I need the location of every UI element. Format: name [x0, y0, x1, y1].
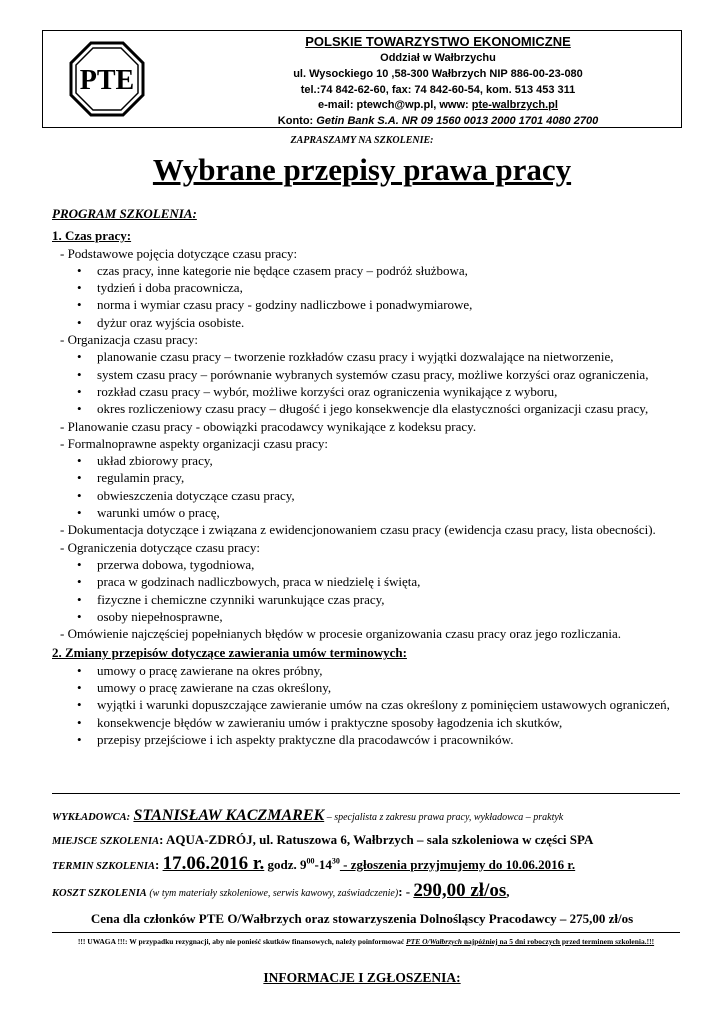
phones: tel.:74 842-62-60, fax: 74 842-60-54, kom. 513 453 311	[300, 83, 576, 96]
date-line	[52, 853, 692, 875]
cost-note: (w tym materiały szkoleniowe, serwis kawowy, zaświadczenie)	[146, 888, 399, 899]
date-colon: :	[154, 857, 163, 872]
section-1-body	[52, 245, 680, 643]
list-item: • warunki umów o pracę,	[52, 504, 680, 521]
list-item: • wyjątki i warunki dopuszczające zawieranie umów na czas określony z pominięciem ustawowych ograniczeń,	[52, 696, 680, 713]
date-label: TERMIN SZKOLENIA	[52, 861, 155, 872]
letterhead-text	[193, 33, 683, 130]
list-item: • czas pracy, inne kategorie nie będące czasem pracy – podróż służbowa,	[52, 262, 680, 279]
cancellation-warning	[52, 936, 680, 947]
invite-text: ZAPRASZAMY NA SZKOLENIE:	[290, 135, 434, 146]
lecturer-line	[52, 807, 692, 825]
divider	[52, 793, 680, 794]
info-heading: INFORMACJE I ZGŁOSZENIA:	[263, 970, 461, 985]
bullet-list	[52, 262, 680, 331]
list-item: • planowanie czasu pracy – tworzenie rozkładów czasu pracy i wyjątki dozwalające na nietworzenie,	[52, 348, 680, 365]
list-item: • układ zbiorowy pracy,	[52, 452, 680, 469]
account-label: Konto:	[277, 115, 314, 128]
logo-text: PTE	[79, 65, 135, 96]
hours-mid: -14	[314, 857, 332, 872]
list-item: • osoby niepełnosprawne,	[52, 608, 680, 625]
list-item: • tydzień i doba pracownicza,	[52, 279, 680, 296]
page-title: Wybrane przepisy prawa pracy	[152, 152, 572, 187]
list-item: • przerwa dobowa, tygodniowa,	[52, 556, 680, 573]
address: ul. Wysockiego 10 ,58-300 Wałbrzych NIP 886-00-23-080	[293, 67, 583, 80]
cost-sep: : -	[398, 884, 414, 899]
hours: godz. 9	[264, 857, 307, 872]
section-2-heading: 2. Zmiany przepisów dotyczące zawierania umów terminowych:	[52, 645, 407, 661]
lecturer-label: WYKŁADOWCA:	[52, 812, 131, 823]
price: 290,00 zł/os	[413, 880, 507, 901]
cost-line	[52, 880, 692, 902]
list-item: • dyżur oraz wyjścia osobiste.	[52, 314, 680, 331]
group-title: - Formalnoprawne aspekty organizacji czasu pracy:	[60, 435, 328, 451]
bullet-list	[52, 452, 680, 521]
list-item: • okres rozliczeniowy czasu pracy – długość i jego konsekwencje dla elastyczności organizacji czasu pracy,	[52, 400, 680, 417]
member-price: Cena dla członków PTE O/Wałbrzych oraz stowarzyszenia Dolnośląscy Pracodawcy – 275,00 zł/os	[90, 911, 634, 926]
group-title: - Dokumentacja dotyczące i związana z ewidencjonowaniem czasu pracy (ewidencja czasu pracy, lista obecności).	[60, 522, 656, 538]
list-item: • umowy o pracę zawierane na czas określony,	[52, 679, 680, 696]
list-item: • umowy o pracę zawierane na okres próbny,	[52, 662, 680, 679]
list-item: • regulamin pracy,	[52, 469, 680, 486]
group-title: - Omówienie najczęściej popełnianych błędów w procesie organizowania czasu pracy oraz jego rozliczania.	[60, 626, 622, 642]
list-item: • norma i wymiar czasu pracy - godziny nadliczbowe i ponadwymiarowe,	[52, 296, 680, 313]
venue-value: : AQUA-ZDRÓJ, ul. Ratuszowa 6, Wałbrzych – sala szkoleniowa w części SPA	[159, 832, 594, 847]
warning-suffix: najpóźniej na 5 dni roboczych przed terminem szkolenia.!!!	[461, 937, 655, 946]
list-item: • rozkład czasu pracy – wybór, możliwe korzyści oraz ograniczenia wynikające z wyboru,	[52, 383, 680, 400]
group-title: - Ograniczenia dotyczące czasu pracy:	[60, 539, 260, 555]
program	[52, 205, 680, 748]
contact-line	[193, 98, 683, 114]
list-item: • fizyczne i chemiczne czynniki warunkujące czas pracy,	[52, 591, 680, 608]
warning-prefix: !!! UWAGA !!!: W przypadku rezygnacji, aby nie ponieść skutków finansowych, należy poinformować	[77, 937, 407, 946]
group-title: - Podstawowe pojęcia dotyczące czasu pracy:	[60, 245, 298, 261]
cost-comma: ,	[506, 884, 510, 899]
group-title: - Planowanie czasu pracy - obowiązki pracodawcy wynikające z kodeksu pracy.	[60, 418, 477, 434]
registration-deadline: - zgłoszenia przyjmujemy do 10.06.2016 r.	[339, 857, 576, 872]
account-value: Getin Bank S.A. NR 09 1560 0013 2000 1701 4080 2700	[313, 115, 599, 128]
list-item: • system czasu pracy – porównanie wybranych systemów czasu pracy, możliwe korzyści oraz ograniczenia,	[52, 366, 680, 383]
bullet-list	[52, 348, 680, 417]
section-1-heading: 1. Czas pracy:	[52, 228, 132, 244]
warning-org: PTE O/Wałbrzych	[406, 937, 462, 946]
lecturer-desc: – specjalista z zakresu prawa pracy, wykładowca – praktyk	[324, 812, 564, 823]
website-link[interactable]: pte-walbrzych.pl	[471, 99, 558, 112]
hours-start-sup: 00	[306, 856, 315, 866]
list-item: • konsekwencje błędów w zawieraniu umów i praktyczne sposoby łagodzenia ich skutków,	[52, 714, 680, 731]
training-date: 17.06.2016 r.	[162, 853, 265, 874]
pte-logo	[69, 41, 145, 117]
program-heading: PROGRAM SZKOLENIA:	[52, 206, 197, 221]
bank-account	[193, 114, 683, 130]
venue-label: MIEJSCE SZKOLENIA	[52, 836, 160, 847]
letterhead	[42, 30, 682, 128]
divider-2	[52, 932, 680, 933]
list-item: • obwieszczenia dotyczące czasu pracy,	[52, 487, 680, 504]
group-title: - Organizacja czasu pracy:	[60, 332, 198, 348]
branch-name: Oddział w Wałbrzychu	[380, 52, 496, 64]
list-item: • przepisy przejściowe i ich aspekty praktyczne dla pracodawców i pracowników.	[52, 731, 680, 748]
bullet-list	[52, 556, 680, 625]
section-2-list	[52, 662, 680, 748]
email: e-mail: ptewch@wp.pl, www:	[318, 99, 472, 112]
hours-end-sup: 30	[331, 856, 340, 866]
list-item: • praca w godzinach nadliczbowych, praca w niedzielę i święta,	[52, 573, 680, 590]
lecturer-name: STANISŁAW KACZMAREK	[133, 807, 325, 824]
cost-label: KOSZT SZKOLENIA	[52, 888, 147, 899]
venue-line	[52, 832, 692, 848]
org-name: POLSKIE TOWARZYSTWO EKONOMICZNE	[305, 34, 571, 49]
